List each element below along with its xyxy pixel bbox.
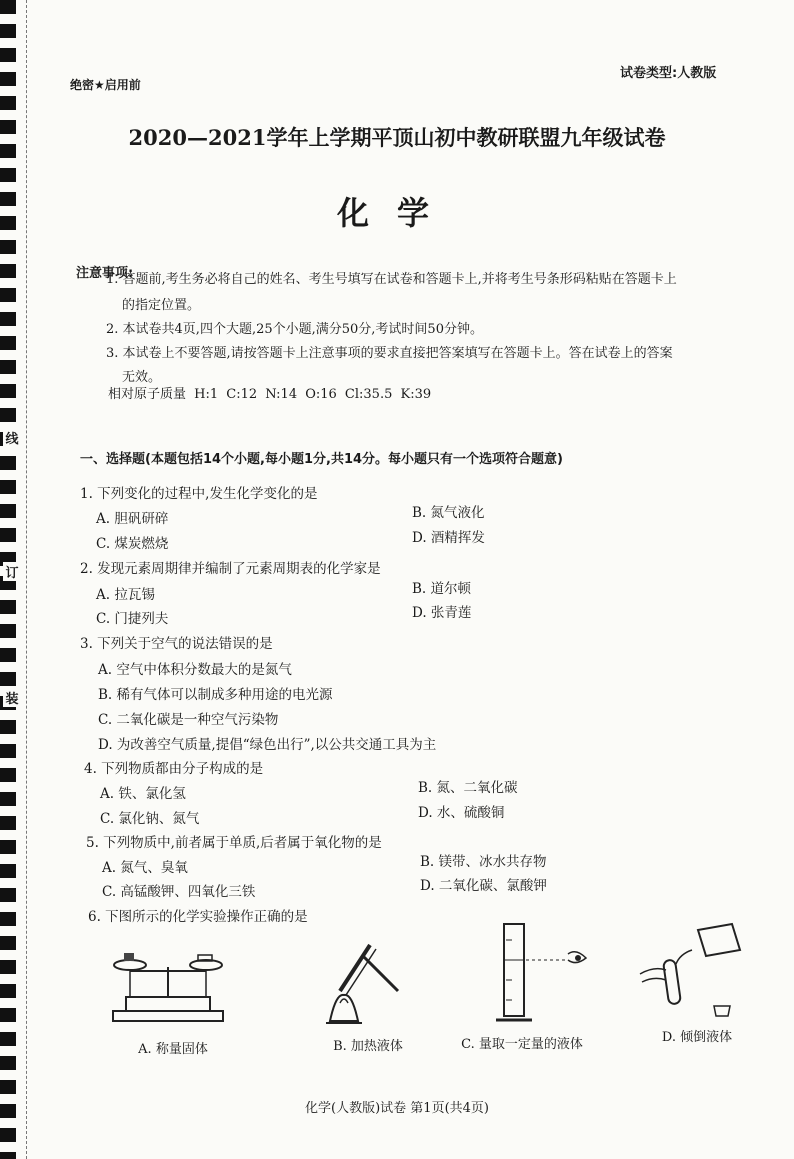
graduated-cylinder-figure <box>496 920 596 1030</box>
option: C. 煤炭燃烧 <box>96 536 169 552</box>
option: D. 张青莲 <box>412 605 472 621</box>
atomic-masses: 相对原子质量 H:1 C:12 N:14 O:16 Cl:35.5 K:39 <box>108 387 432 402</box>
figure-caption: B. 加热液体 <box>333 1039 403 1054</box>
option: A. 胆矾研碎 <box>96 511 169 527</box>
note-3-line-2: 无效。 <box>122 370 162 385</box>
option: A. 氮气、臭氧 <box>102 860 188 876</box>
option: A. 铁、氯化氢 <box>100 786 186 802</box>
binding-label: 订 <box>3 562 21 581</box>
option: C. 门捷列夫 <box>96 611 169 627</box>
note-1-line-1: 1. 答题前,考生务必将自己的姓名、考生号填写在试卷和答题卡上,并将考生号条形码粘贴在答题卡上 <box>106 272 677 287</box>
binding-label: 装 <box>3 688 21 707</box>
heating-liquid-figure <box>318 933 408 1028</box>
question-stem: 2. 发现元素周期律并编制了元素周期表的化学家是 <box>80 561 381 577</box>
paper-type-label: 试卷类型:人教版 <box>620 66 717 81</box>
note-3-line-1: 3. 本试卷上不要答题,请按答题卡上注意事项的要求直接把答案填写在答题卡上。答在试卷上的答案 <box>106 346 673 361</box>
exam-title: 2020—2021学年上学期平顶山初中教研联盟九年级试卷 <box>128 125 666 150</box>
question-stem: 1. 下列变化的过程中,发生化学变化的是 <box>80 486 318 502</box>
option: B. 稀有气体可以制成多种用途的电光源 <box>98 687 333 703</box>
option: B. 道尔顿 <box>412 581 472 597</box>
balance-scale-figure <box>108 945 228 1025</box>
option: A. 拉瓦锡 <box>96 587 155 603</box>
option: D. 为改善空气质量,提倡“绿色出行”,以公共交通工具为主 <box>98 737 437 753</box>
option: C. 二氧化碳是一种空气污染物 <box>98 712 279 728</box>
option: D. 水、硫酸铜 <box>418 805 505 821</box>
figure-caption: D. 倾倒液体 <box>661 1030 733 1045</box>
option: C. 高锰酸钾、四氧化三铁 <box>102 884 256 900</box>
note-2: 2. 本试卷共4页,四个大题,25个小题,满分50分,考试时间50分钟。 <box>106 322 483 337</box>
binding-label: 线 <box>3 428 21 447</box>
option: B. 氮气液化 <box>412 505 485 521</box>
option: A. 空气中体积分数最大的是氮气 <box>98 662 292 678</box>
option: D. 酒精挥发 <box>412 530 485 546</box>
figure-caption: A. 称量固体 <box>138 1042 208 1057</box>
option: C. 氯化钠、氮气 <box>100 811 200 827</box>
secret-label: 绝密★启用前 <box>70 78 141 92</box>
pouring-liquid-figure <box>636 920 748 1024</box>
option: B. 镁带、冰水共存物 <box>420 854 547 870</box>
section-1-heading: 一、选择题(本题包括14个小题,每小题1分,共14分。每小题只有一个选项符合题意) <box>80 452 563 467</box>
option: B. 氮、二氧化碳 <box>418 780 518 796</box>
question-stem: 6. 下图所示的化学实验操作正确的是 <box>88 909 308 925</box>
subject-title: 化学 <box>336 194 457 232</box>
binding-dashed-line <box>26 0 27 1159</box>
note-1-line-2: 的指定位置。 <box>122 298 201 313</box>
question-stem: 3. 下列关于空气的说法错误的是 <box>80 636 273 652</box>
page-footer: 化学(人教版)试卷 第1页(共4页) <box>305 1101 489 1116</box>
figure-caption: C. 量取一定量的液体 <box>461 1037 583 1052</box>
option: D. 二氧化碳、氯酸钾 <box>420 878 547 894</box>
question-stem: 4. 下列物质都由分子构成的是 <box>84 761 264 777</box>
notes-heading: 注意事项: <box>76 266 134 281</box>
question-stem: 5. 下列物质中,前者属于单质,后者属于氧化物的是 <box>86 835 382 851</box>
